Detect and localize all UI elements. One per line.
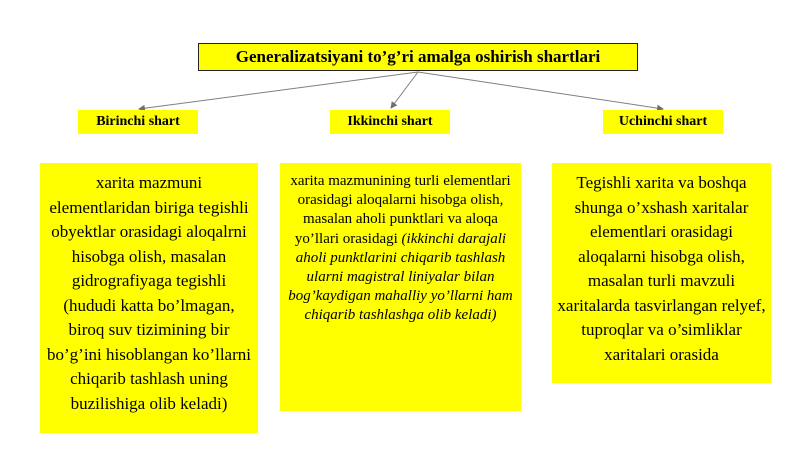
second-condition-text: xarita mazmunining turli elementlari orasidagi aloqalarni hisobga olish, masalan aholi punktlari va aloqa yo’llari orasidagi — [290, 173, 511, 247]
arrow-to-first — [139, 72, 418, 109]
label-first-condition: Birinchi shart — [78, 110, 198, 134]
label-second-condition: Ikkinchi shart — [330, 110, 450, 134]
arrow-to-third — [418, 72, 663, 109]
diagram-title: Generalizatsiyani to’g’ri amalga oshirish shartlari — [198, 43, 638, 71]
second-condition-italic-text: (ikkinchi darajali aholi punktlarini chiqarib tashlash ularni magistral liniyalar bilan bog’kaydigan mahalliy yo’llarni ham chiqarib tashlashga olib keladi) — [288, 230, 513, 324]
label-third-condition: Uchinchi shart — [603, 110, 723, 134]
first-condition-box: xarita mazmuni elementlaridan biriga tegishli obyektlar orasidagi aloqalrni hisobga olish, masalan gidrografiyaga tegishli (hududi katta bo’lmagan, biroq suv tizimining bir bo’g’ini hisoblangan ko’llarni chiqarib tashlash uning buzilishiga olib keladi) — [40, 163, 258, 433]
third-condition-box: Tegishli xarita va boshqa shunga o’xshash xaritalar elementlari orasidagi aloqalarni hisobga olish, masalan turli mavzuli xaritalarda tasvirlangan relyef, tuproqlar va o’simliklar xaritalari orasida — [552, 163, 771, 383]
arrow-to-second — [391, 72, 418, 108]
second-condition-box — [280, 163, 521, 411]
